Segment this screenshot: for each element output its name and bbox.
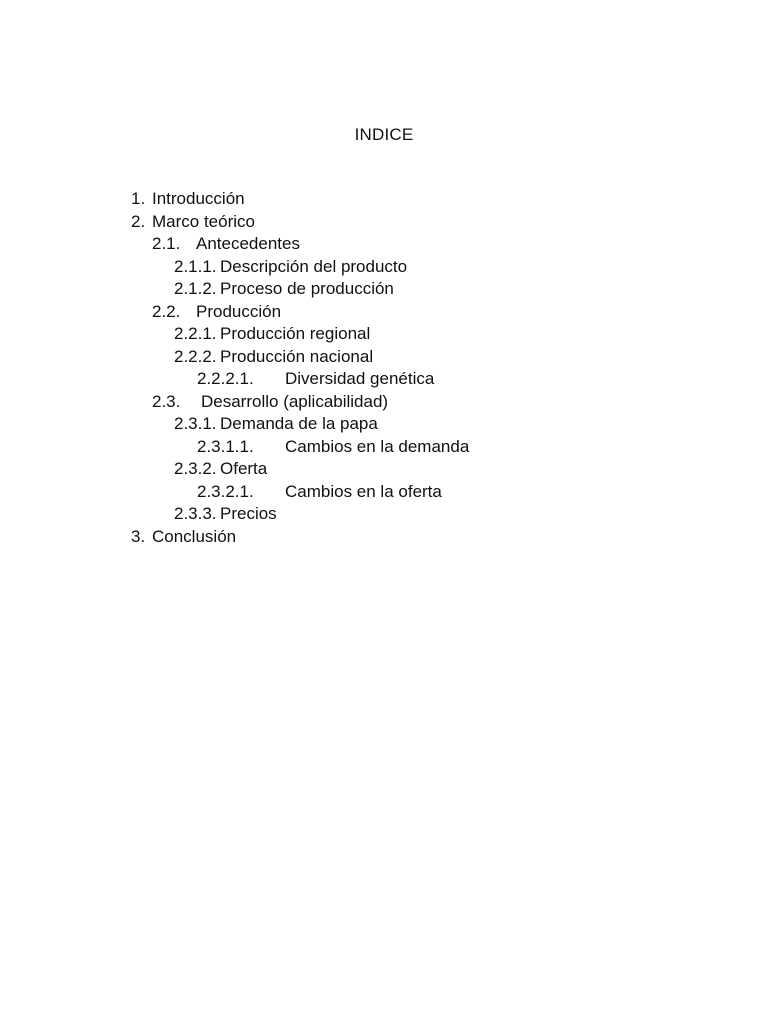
toc-entry-1 — [0, 188, 768, 211]
toc-entry-number: 2. — [131, 211, 146, 231]
toc-entry-number: 2.1.1. — [174, 256, 217, 276]
toc-entry-2-1 — [0, 233, 768, 256]
toc-entry-2-3 — [0, 391, 768, 414]
toc-entry-2-3-2-1 — [0, 481, 768, 504]
page-title: INDICE — [354, 125, 414, 144]
toc-entry-text: Cambios en la oferta — [285, 481, 442, 501]
toc-entry-2-1-1 — [0, 256, 768, 279]
toc-entry-number: 2.1.2. — [174, 279, 217, 298]
toc-entry-text: Marco teórico — [152, 211, 255, 231]
toc-entry-2-3-2 — [0, 458, 768, 481]
toc-entry-2-1-2 — [0, 278, 768, 301]
toc-entry-2-2-1 — [0, 323, 768, 346]
toc-entry-text: Demanda de la papa — [220, 414, 378, 433]
toc-entry-2 — [0, 211, 768, 234]
toc-entry-text: Antecedentes — [196, 234, 300, 253]
toc-entry-number: 2.3.2.1. — [197, 481, 254, 501]
toc-entry-text: Conclusión — [152, 526, 237, 546]
toc-entry-number: 2.2.2.1. — [197, 369, 254, 388]
toc-entry-number: 3. — [131, 526, 146, 546]
toc-entry-number: 2.1. — [152, 234, 181, 253]
toc-entry-number: 2.2.1. — [174, 324, 217, 343]
toc-entry-2-2-2 — [0, 346, 768, 369]
toc-entry-text: Producción regional — [220, 324, 371, 343]
toc-entry-number: 2.3. — [152, 391, 181, 411]
toc-entry-number: 2.3.3. — [174, 504, 217, 523]
toc-entry-text: Proceso de producción — [220, 279, 394, 298]
toc-entry-text: Desarrollo (aplicabilidad) — [201, 391, 389, 411]
toc-entry-2-3-1-1 — [0, 436, 768, 459]
toc-entry-number: 2.3.1. — [174, 414, 217, 433]
toc-entry-text: Precios — [220, 504, 277, 523]
toc-entry-number: 2.2. — [152, 301, 181, 321]
toc-entry-text: Oferta — [220, 459, 268, 478]
toc-entry-number: 1. — [131, 189, 146, 208]
toc-entry-text: Producción nacional — [220, 346, 374, 366]
toc-entry-number: 2.2.2. — [174, 346, 217, 366]
toc-entry-text: Producción — [196, 301, 282, 321]
toc-entry-2-3-1 — [0, 413, 768, 436]
toc-entry-2-2-2-1 — [0, 368, 768, 391]
toc-entry-number: 2.3.2. — [174, 459, 217, 478]
toc-entry-2-3-3 — [0, 503, 768, 526]
toc-entry-3 — [0, 526, 768, 549]
toc-entry-number: 2.3.1.1. — [197, 436, 254, 456]
toc-entry-text: Diversidad genética — [285, 369, 435, 388]
toc-entry-text: Introducción — [152, 189, 245, 208]
table-of-contents — [0, 188, 768, 548]
toc-entry-text: Descripción del producto — [220, 256, 408, 276]
toc-entry-2-2 — [0, 301, 768, 324]
toc-entry-text: Cambios en la demanda — [285, 436, 470, 456]
